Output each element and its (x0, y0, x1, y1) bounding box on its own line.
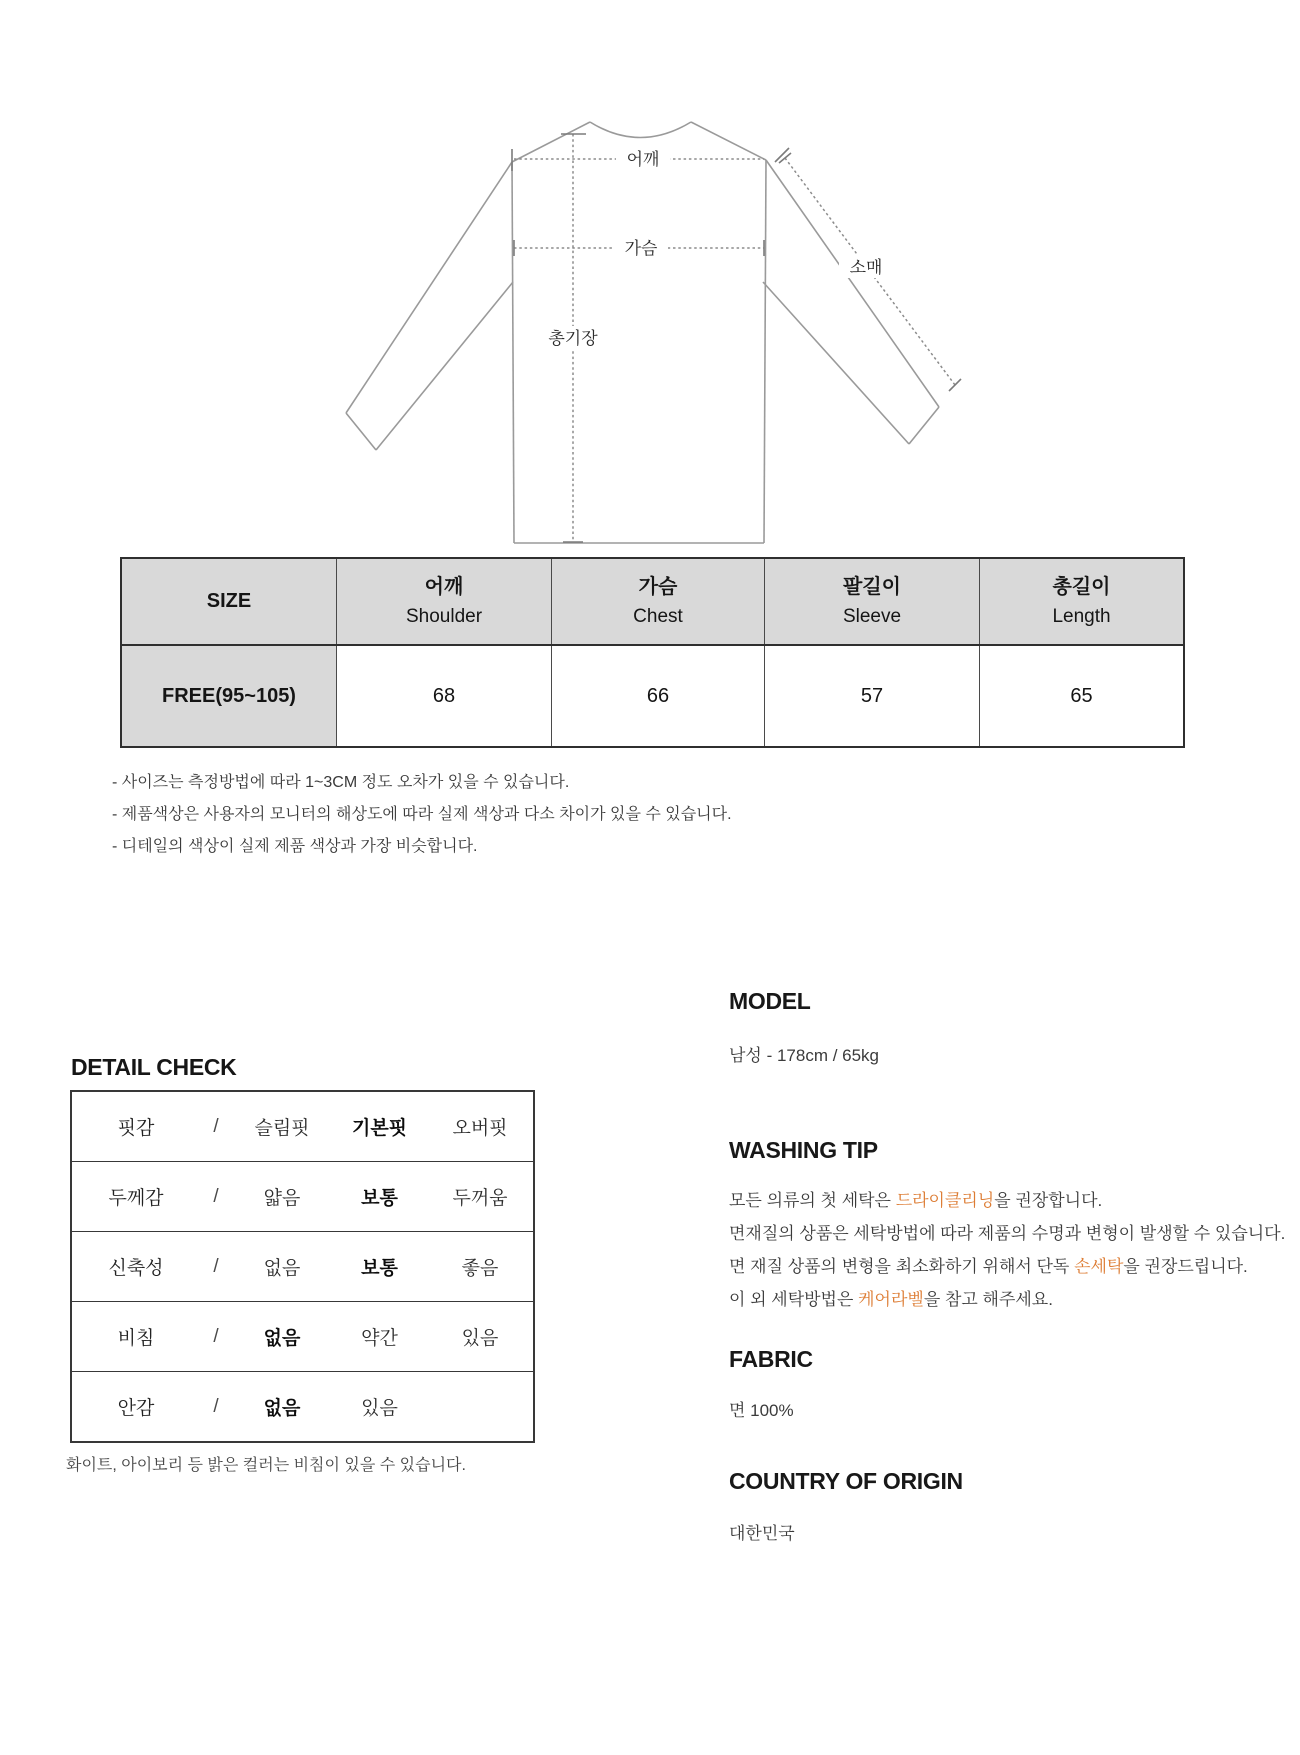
detail-check-option: 얇음 (263, 1188, 301, 1209)
size-table-value-cell (979, 646, 1183, 746)
detail-check-option: 없음 (263, 1328, 301, 1349)
size-table-value: 65 (1070, 684, 1093, 707)
size-table-header-size: SIZE (122, 559, 336, 644)
detail-check-option: 보통 (361, 1188, 398, 1209)
detail-check-row (72, 1092, 533, 1161)
origin-section-title: COUNTRY OF ORIGIN (729, 1468, 963, 1494)
detail-check-option: 슬림핏 (254, 1118, 310, 1139)
detail-check-row (72, 1161, 533, 1231)
detail-check-option: 보통 (361, 1258, 398, 1279)
washing-tip-title: WASHING TIP (729, 1137, 878, 1163)
washing-text: 모든 의류의 첫 세탁은 (729, 1191, 896, 1210)
size-table-header-ko: 총길이 (1052, 575, 1111, 598)
detail-check-separator: / (213, 1115, 219, 1137)
sleeve-measure-label: 소매 (849, 258, 883, 277)
detail-check-label: 비침 (117, 1328, 155, 1349)
detail-check-title: DETAIL CHECK (71, 1054, 237, 1080)
length-measure-label: 총기장 (548, 329, 598, 348)
size-table-value-cell (336, 646, 551, 746)
washing-tip-line (729, 1283, 1285, 1316)
detail-check-caption: 화이트, 아이보리 등 밝은 컬러는 비침이 있을 수 있습니다. (66, 1457, 466, 1474)
size-table-header-row (122, 559, 1183, 644)
fabric-value: 면 100% (729, 1401, 794, 1420)
washing-highlight-text: 드라이클리닝 (895, 1191, 995, 1210)
size-table-header-ko: 가슴 (638, 575, 678, 598)
detail-check-option: 두꺼움 (452, 1188, 508, 1209)
size-table-header-en: Shoulder (405, 605, 483, 627)
size-table-value: 68 (432, 684, 456, 707)
washing-text: 을 권장합니다. (994, 1191, 1103, 1210)
washing-text: 을 참고 해주세요. (923, 1290, 1053, 1309)
size-table-header-ko: 어깨 (424, 575, 464, 598)
washing-highlight-text: 손세탁 (1074, 1257, 1124, 1276)
size-note-line: - 제품색상은 사용자의 모니터의 해상도에 따라 실제 색상과 다소 차이가 있을 수 있습니다. (112, 806, 732, 823)
detail-check-option: 있음 (461, 1328, 499, 1349)
size-note-line: - 디테일의 색상이 실제 제품 색상과 가장 비슷합니다. (112, 838, 478, 855)
detail-check-separator: / (213, 1325, 219, 1347)
size-disclaimer-notes (112, 767, 732, 863)
detail-check-table (70, 1090, 535, 1443)
detail-check-option: 좋음 (461, 1258, 499, 1279)
detail-check-label: 핏감 (117, 1118, 155, 1139)
detail-check-separator: / (213, 1255, 219, 1277)
size-table-header-cell (764, 559, 979, 644)
detail-check-separator: / (213, 1395, 219, 1417)
size-note-line: - 사이즈는 측정방법에 따라 1~3CM 정도 오차가 있을 수 있습니다. (112, 774, 570, 791)
size-table-data-row (122, 644, 1183, 746)
size-table-header-en: Length (1052, 605, 1111, 627)
size-table-value-cell (764, 646, 979, 746)
model-info: 남성 - 178cm / 65kg (729, 1046, 880, 1065)
size-table-value: 57 (860, 684, 884, 707)
detail-check-option: 없음 (263, 1398, 301, 1419)
washing-text: 이 외 세탁방법은 (729, 1290, 859, 1309)
detail-check-separator: / (213, 1185, 219, 1207)
fabric-section-title: FABRIC (729, 1346, 813, 1372)
washing-text: 을 권장드립니다. (1123, 1257, 1248, 1276)
size-table-header-cell (336, 559, 551, 644)
detail-check-option: 없음 (263, 1258, 301, 1279)
size-table-header-cell (551, 559, 764, 644)
size-table-value: 66 (646, 684, 670, 707)
detail-check-row (72, 1231, 533, 1301)
size-table-value-cell (551, 646, 764, 746)
size-table-header-en: Chest (633, 605, 683, 627)
model-section-title: MODEL (729, 988, 811, 1014)
detail-check-option: 약간 (361, 1328, 398, 1349)
chest-measure-label: 가슴 (624, 239, 658, 258)
size-table-header-en: Sleeve (842, 605, 902, 627)
washing-text: 면재질의 상품은 세탁방법에 따라 제품의 수명과 변형이 발생할 수 있습니다. (729, 1224, 1286, 1243)
detail-check-label: 두께감 (108, 1188, 164, 1209)
size-table-row-label: FREE(95~105) (122, 646, 336, 746)
detail-check-option: 있음 (361, 1398, 398, 1419)
detail-check-row (72, 1371, 533, 1441)
origin-value: 대한민국 (729, 1524, 795, 1543)
washing-tip-line (729, 1217, 1285, 1250)
detail-check-label: 신축성 (108, 1258, 164, 1279)
size-spec-table (120, 557, 1185, 748)
garment-outline (346, 122, 939, 543)
washing-tip-line (729, 1184, 1285, 1217)
washing-text: 면 재질 상품의 변형을 최소화하기 위해서 단독 (729, 1257, 1075, 1276)
detail-check-option: 오버핏 (452, 1118, 508, 1139)
garment-measurement-diagram (0, 0, 1000, 600)
detail-check-label: 안감 (117, 1398, 155, 1419)
washing-tip-text (729, 1184, 1285, 1316)
washing-tip-line (729, 1250, 1285, 1283)
size-table-header-cell (979, 559, 1183, 644)
washing-highlight-text: 케어라벨 (858, 1290, 924, 1309)
shoulder-measure-label: 어깨 (626, 150, 660, 169)
size-table-header-ko: 팔길이 (843, 575, 901, 598)
detail-check-row (72, 1301, 533, 1371)
detail-check-option: 기본핏 (351, 1118, 408, 1139)
